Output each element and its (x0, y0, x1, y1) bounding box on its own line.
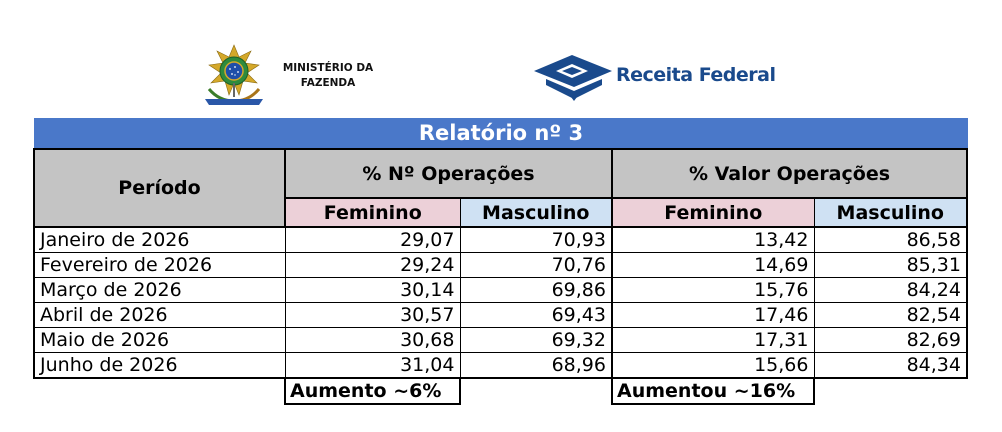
period-cell: Junho de 2026 (34, 353, 285, 379)
summary-operations: Aumento ~6% (285, 378, 460, 404)
value-feminino-cell: 14,69 (612, 253, 814, 278)
table-row (34, 353, 967, 379)
ops-feminino-cell: 31,04 (285, 353, 460, 379)
summary-row (34, 378, 967, 404)
table-row (34, 328, 967, 353)
receita-federal-logo-icon (532, 53, 614, 103)
ops-masculino-cell: 68,96 (460, 353, 612, 379)
group-header-operations: % Nº Operações (285, 149, 612, 198)
ops-masculino-cell: 69,32 (460, 328, 612, 353)
value-masculino-cell: 82,54 (814, 303, 967, 328)
period-cell: Janeiro de 2026 (34, 227, 285, 253)
value-feminino-cell: 15,66 (612, 353, 814, 379)
period-cell: Abril de 2026 (34, 303, 285, 328)
summary-spacer (34, 378, 285, 404)
summary-spacer (460, 378, 612, 404)
ministry-line-2: FAZENDA (300, 77, 356, 89)
table-row (34, 253, 967, 278)
ops-masculino-cell: 70,76 (460, 253, 612, 278)
ops-masculino-cell: 69,86 (460, 278, 612, 303)
group-header-value: % Valor Operações (612, 149, 967, 198)
column-header-period: Período (34, 149, 285, 227)
brazil-coat-of-arms-icon (199, 43, 269, 107)
receita-federal-name: Receita Federal (616, 64, 776, 86)
value-feminino-cell: 15,76 (612, 278, 814, 303)
subheader-ops-feminino: Feminino (285, 198, 460, 227)
period-cell: Março de 2026 (34, 278, 285, 303)
ops-feminino-cell: 29,07 (285, 227, 460, 253)
summary-value: Aumentou ~16% (612, 378, 814, 404)
subheader-ops-masculino: Masculino (460, 198, 612, 227)
subheader-value-feminino: Feminino (612, 198, 814, 227)
ops-masculino-cell: 69,43 (460, 303, 612, 328)
period-cell: Maio de 2026 (34, 328, 285, 353)
report-table (33, 148, 968, 405)
ops-feminino-cell: 30,68 (285, 328, 460, 353)
value-feminino-cell: 17,46 (612, 303, 814, 328)
value-masculino-cell: 84,34 (814, 353, 967, 379)
value-masculino-cell: 82,69 (814, 328, 967, 353)
value-masculino-cell: 84,24 (814, 278, 967, 303)
subheader-value-masculino: Masculino (814, 198, 967, 227)
ministry-name (278, 61, 378, 91)
group-header-row (34, 149, 967, 198)
ops-feminino-cell: 30,14 (285, 278, 460, 303)
summary-spacer (814, 378, 967, 404)
table-row (34, 278, 967, 303)
table-row (34, 227, 967, 253)
ministry-line-1: MINISTÉRIO DA (282, 62, 374, 74)
ops-masculino-cell: 70,93 (460, 227, 612, 253)
value-feminino-cell: 13,42 (612, 227, 814, 253)
ops-feminino-cell: 30,57 (285, 303, 460, 328)
value-masculino-cell: 85,31 (814, 253, 967, 278)
value-feminino-cell: 17,31 (612, 328, 814, 353)
report-title: Relatório nº 3 (34, 118, 968, 148)
ops-feminino-cell: 29,24 (285, 253, 460, 278)
value-masculino-cell: 86,58 (814, 227, 967, 253)
table-row (34, 303, 967, 328)
period-cell: Fevereiro de 2026 (34, 253, 285, 278)
